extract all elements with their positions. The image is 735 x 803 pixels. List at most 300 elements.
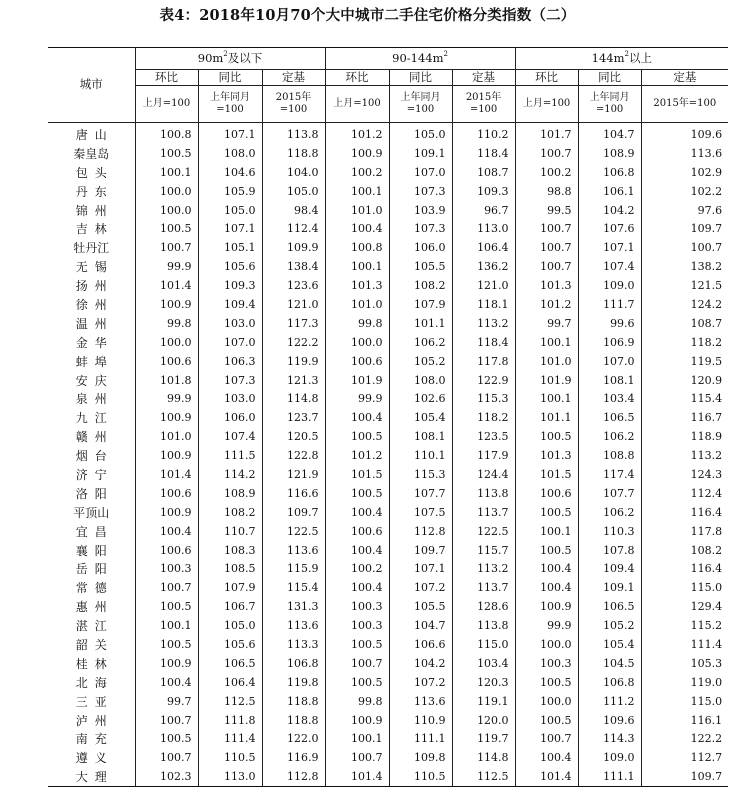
index-value: 102.9: [690, 165, 723, 179]
index-value: 100.6: [325, 522, 389, 541]
index-value: 111.7: [578, 295, 641, 314]
index-value: 100.5: [515, 503, 578, 522]
city-name: 泉州: [48, 389, 135, 408]
index-value: 109.0: [578, 748, 641, 767]
index-value: 100.3: [515, 654, 578, 673]
index-value: 122.5: [452, 522, 515, 541]
index-value: 119.0: [690, 675, 723, 689]
city-name: 岳阳: [48, 559, 135, 578]
index-value: 120.3: [452, 673, 515, 692]
index-value: 110.5: [389, 767, 452, 786]
index-value: 138.2: [690, 260, 723, 274]
index-value: 116.4: [690, 562, 723, 576]
index-value: 101.4: [325, 767, 389, 786]
index-value: 100.5: [515, 711, 578, 730]
index-value: 100.9: [135, 295, 198, 314]
index-value: 100.7: [515, 144, 578, 163]
index-value: 121.9: [262, 465, 325, 484]
index-value: 100.5: [135, 219, 198, 238]
city-name: 包头: [48, 163, 135, 182]
index-value: 109.0: [578, 276, 641, 295]
index-value: 108.8: [578, 446, 641, 465]
column-header-同比: 同比: [389, 70, 452, 86]
base-period-header: 2015年=100: [262, 86, 325, 123]
table-row: [48, 371, 728, 390]
index-value: 100.9: [325, 144, 389, 163]
index-value: 105.5: [389, 597, 452, 616]
city-name: 烟台: [48, 446, 135, 465]
base-period-header: 上年同月=100: [389, 86, 452, 123]
index-value: 102.3: [135, 767, 198, 786]
index-value: 119.8: [262, 673, 325, 692]
table-row: [48, 295, 728, 314]
index-value: 101.2: [515, 295, 578, 314]
index-value: 105.9: [198, 182, 262, 201]
city-name: 湛江: [48, 616, 135, 635]
index-value: 105.6: [198, 257, 262, 276]
index-value: 107.3: [198, 371, 262, 390]
index-value: 99.8: [135, 314, 198, 333]
index-value: 100.7: [135, 711, 198, 730]
index-value: 121.0: [262, 295, 325, 314]
index-value: 106.9: [578, 333, 641, 352]
index-value: 106.8: [578, 673, 641, 692]
index-value: 98.8: [515, 182, 578, 201]
index-value: 107.9: [198, 578, 262, 597]
index-value: 105.4: [578, 635, 641, 654]
index-value: 100.5: [325, 427, 389, 446]
index-value: 105.4: [389, 408, 452, 427]
index-value: 104.2: [578, 201, 641, 220]
index-value: 105.2: [389, 352, 452, 371]
city-name: 洛阳: [48, 484, 135, 503]
table-row: [48, 182, 728, 201]
price-index-table: [48, 47, 728, 787]
index-value: 100.4: [135, 673, 198, 692]
index-value: 100.0: [515, 692, 578, 711]
index-value: 100.7: [135, 748, 198, 767]
index-value: 99.8: [325, 692, 389, 711]
index-value: 101.9: [325, 371, 389, 390]
index-value: 100.1: [515, 522, 578, 541]
index-value: 103.0: [198, 389, 262, 408]
index-value: 118.4: [452, 144, 515, 163]
table-row: [48, 522, 728, 541]
base-period-header: 2015年=100: [452, 86, 515, 123]
index-value: 101.3: [515, 276, 578, 295]
index-value: 113.8: [262, 123, 325, 144]
group-header-medium: $90-144m^2$: [325, 48, 515, 70]
index-value: 111.2: [578, 692, 641, 711]
index-value: 118.8: [262, 692, 325, 711]
index-value: 113.2: [452, 314, 515, 333]
index-value: 99.9: [135, 389, 198, 408]
index-value: 102.6: [389, 389, 452, 408]
table-row: [48, 314, 728, 333]
index-value: 104.6: [198, 163, 262, 182]
index-value: 106.4: [452, 238, 515, 257]
index-value: 101.5: [325, 465, 389, 484]
index-value: 107.2: [389, 673, 452, 692]
index-value: 100.4: [135, 522, 198, 541]
index-value: 106.5: [198, 654, 262, 673]
index-value: 101.2: [325, 123, 389, 144]
index-value: 115.4: [262, 578, 325, 597]
index-value: 109.4: [578, 559, 641, 578]
city-name: 九江: [48, 408, 135, 427]
index-value: 117.9: [452, 446, 515, 465]
index-value: 103.4: [578, 389, 641, 408]
index-value: 100.4: [325, 541, 389, 560]
index-value: 100.5: [325, 673, 389, 692]
index-value: 100.4: [325, 578, 389, 597]
index-value: 131.3: [262, 597, 325, 616]
index-value: 109.7: [641, 767, 728, 786]
index-value: 118.2: [452, 408, 515, 427]
index-value: 107.1: [198, 123, 262, 144]
index-value: 107.7: [389, 484, 452, 503]
city-name: 蚌埠: [48, 352, 135, 371]
index-value: 99.7: [135, 692, 198, 711]
index-value: 101.1: [515, 408, 578, 427]
index-value: 123.7: [262, 408, 325, 427]
index-value: 107.2: [389, 578, 452, 597]
price-index-table-wrapper: [48, 47, 728, 787]
index-value: 96.7: [452, 201, 515, 220]
index-value: 100.1: [135, 616, 198, 635]
index-value: 118.9: [690, 430, 723, 444]
index-value: 111.8: [198, 711, 262, 730]
city-name: 无锡: [48, 257, 135, 276]
index-value: 101.2: [325, 446, 389, 465]
index-value: 101.4: [515, 767, 578, 786]
index-value: 100.7: [135, 578, 198, 597]
index-value: 100.7: [515, 730, 578, 749]
city-name: 扬州: [48, 276, 135, 295]
index-value: 100.2: [325, 163, 389, 182]
index-value: 109.3: [452, 182, 515, 201]
city-name: 襄阳: [48, 541, 135, 560]
table-row: [48, 673, 728, 692]
index-value: 115.9: [262, 559, 325, 578]
index-value: 117.8: [690, 524, 723, 538]
index-value: 100.5: [325, 484, 389, 503]
index-value: 120.5: [262, 427, 325, 446]
index-value: 101.1: [389, 314, 452, 333]
index-value: 115.4: [690, 392, 723, 406]
index-value: 118.4: [452, 333, 515, 352]
index-value: 106.8: [578, 163, 641, 182]
index-value: 113.8: [452, 484, 515, 503]
table-row: [48, 446, 728, 465]
index-value: 99.5: [515, 201, 578, 220]
index-value: 107.3: [389, 182, 452, 201]
index-value: 101.3: [325, 276, 389, 295]
index-value: 100.9: [515, 597, 578, 616]
index-value: 100.4: [325, 219, 389, 238]
index-value: 118.8: [262, 144, 325, 163]
index-value: 118.2: [690, 335, 723, 349]
index-value: 120.9: [690, 373, 723, 387]
index-value: 116.6: [262, 484, 325, 503]
index-value: 100.5: [515, 541, 578, 560]
index-value: 115.2: [690, 619, 723, 633]
index-value: 111.4: [198, 730, 262, 749]
index-value: 107.3: [389, 219, 452, 238]
table-row: [48, 730, 728, 749]
index-value: 100.1: [515, 333, 578, 352]
index-value: 100.1: [325, 182, 389, 201]
city-name: 牡丹江: [48, 238, 135, 257]
index-value: 108.0: [198, 144, 262, 163]
index-value: 122.5: [262, 522, 325, 541]
city-name: 唐山: [48, 123, 135, 144]
city-name: 桂林: [48, 654, 135, 673]
table-row: [48, 219, 728, 238]
index-value: 128.6: [452, 597, 515, 616]
base-period-header: 上年同月=100: [578, 86, 641, 123]
index-value: 110.2: [452, 123, 515, 144]
index-value: 115.0: [452, 635, 515, 654]
index-value: 111.1: [389, 730, 452, 749]
index-value: 115.0: [690, 694, 723, 708]
index-value: 100.1: [325, 730, 389, 749]
index-value: 99.6: [578, 314, 641, 333]
table-row: [48, 144, 728, 163]
index-value: 110.1: [389, 446, 452, 465]
index-value: 108.9: [578, 144, 641, 163]
index-value: 106.4: [198, 673, 262, 692]
column-header-定基: 定基: [452, 70, 515, 86]
city-name: 泸州: [48, 711, 135, 730]
index-value: 108.3: [198, 541, 262, 560]
table-row: [48, 484, 728, 503]
city-name: 北海: [48, 673, 135, 692]
index-value: 100.7: [515, 257, 578, 276]
index-value: 107.7: [578, 484, 641, 503]
base-period-header: 上月=100: [135, 86, 198, 123]
index-value: 113.0: [452, 219, 515, 238]
index-value: 115.7: [452, 541, 515, 560]
index-value: 102.2: [690, 184, 723, 198]
index-value: 109.6: [578, 711, 641, 730]
index-value: 107.0: [198, 333, 262, 352]
index-value: 109.7: [262, 503, 325, 522]
index-value: 115.0: [690, 581, 723, 595]
table-row: [48, 352, 728, 371]
index-value: 105.3: [690, 656, 723, 670]
table-row: [48, 333, 728, 352]
index-value: 117.8: [452, 352, 515, 371]
index-value: 104.5: [578, 654, 641, 673]
table-row: [48, 748, 728, 767]
index-value: 113.2: [690, 449, 723, 463]
table-body: [48, 123, 728, 787]
index-value: 100.2: [515, 163, 578, 182]
index-value: 106.3: [198, 352, 262, 371]
index-value: 101.7: [515, 123, 578, 144]
city-name: 三亚: [48, 692, 135, 711]
table-row: [48, 465, 728, 484]
table-row: [48, 238, 728, 257]
index-value: 106.7: [198, 597, 262, 616]
city-name: 平顶山: [48, 503, 135, 522]
table-row: [48, 559, 728, 578]
table-row: [48, 541, 728, 560]
index-value: 104.7: [389, 616, 452, 635]
index-value: 100.8: [325, 238, 389, 257]
index-value: 100.7: [690, 241, 723, 255]
index-value: 113.6: [690, 146, 723, 160]
city-name: 遵义: [48, 748, 135, 767]
index-value: 136.2: [452, 257, 515, 276]
index-value: 103.9: [389, 201, 452, 220]
index-value: 113.7: [452, 503, 515, 522]
index-value: 119.5: [690, 354, 723, 368]
index-value: 108.1: [389, 427, 452, 446]
index-value: 112.8: [389, 522, 452, 541]
index-value: 97.6: [697, 203, 723, 217]
column-header-环比: 环比: [325, 70, 389, 86]
index-value: 100.3: [325, 616, 389, 635]
index-value: 105.5: [389, 257, 452, 276]
base-period-header: 上月=100: [515, 86, 578, 123]
index-value: 109.9: [262, 238, 325, 257]
index-value: 100.5: [135, 597, 198, 616]
index-value: 116.7: [690, 411, 723, 425]
index-value: 99.9: [135, 257, 198, 276]
index-value: 100.0: [515, 635, 578, 654]
index-value: 114.3: [578, 730, 641, 749]
index-value: 104.7: [578, 123, 641, 144]
index-value: 104.0: [262, 163, 325, 182]
index-value: 106.0: [389, 238, 452, 257]
index-value: 100.6: [135, 541, 198, 560]
index-value: 100.5: [515, 673, 578, 692]
index-value: 118.1: [452, 295, 515, 314]
index-value: 113.6: [262, 616, 325, 635]
index-value: 121.0: [452, 276, 515, 295]
index-value: 100.8: [135, 123, 198, 144]
index-value: 115.3: [389, 465, 452, 484]
index-value: 115.3: [452, 389, 515, 408]
index-value: 110.7: [198, 522, 262, 541]
index-value: 101.0: [325, 295, 389, 314]
index-value: 113.2: [452, 559, 515, 578]
index-value: 101.0: [135, 427, 198, 446]
city-name: 秦皇岛: [48, 144, 135, 163]
index-value: 112.4: [690, 486, 723, 500]
index-value: 100.5: [135, 144, 198, 163]
index-value: 112.5: [198, 692, 262, 711]
table-row: [48, 692, 728, 711]
index-value: 104.2: [389, 654, 452, 673]
index-value: 99.9: [325, 389, 389, 408]
city-name: 安庆: [48, 371, 135, 390]
index-value: 110.3: [578, 522, 641, 541]
index-value: 114.2: [198, 465, 262, 484]
index-value: 107.8: [578, 541, 641, 560]
index-value: 101.4: [135, 276, 198, 295]
column-header-定基: 定基: [641, 70, 728, 86]
index-value: 111.1: [578, 767, 641, 786]
index-value: 113.7: [452, 578, 515, 597]
index-value: 100.1: [325, 257, 389, 276]
index-value: 124.3: [690, 467, 723, 481]
index-value: 119.1: [452, 692, 515, 711]
table-row: [48, 427, 728, 446]
index-value: 105.0: [198, 616, 262, 635]
index-value: 105.0: [198, 201, 262, 220]
table-row: [48, 276, 728, 295]
index-value: 124.4: [452, 465, 515, 484]
city-column-header: 城市: [48, 48, 135, 123]
index-value: 138.4: [262, 257, 325, 276]
index-value: 100.7: [515, 219, 578, 238]
index-value: 107.9: [389, 295, 452, 314]
index-value: 107.1: [198, 219, 262, 238]
index-value: 105.6: [198, 635, 262, 654]
index-value: 99.9: [515, 616, 578, 635]
index-value: 109.7: [690, 222, 723, 236]
index-value: 101.8: [135, 371, 198, 390]
index-value: 98.4: [262, 201, 325, 220]
city-name: 南充: [48, 730, 135, 749]
index-value: 100.5: [135, 635, 198, 654]
index-value: 122.2: [690, 732, 723, 746]
index-value: 106.8: [262, 654, 325, 673]
index-value: 124.2: [690, 297, 723, 311]
index-value: 100.6: [325, 352, 389, 371]
index-value: 106.2: [578, 503, 641, 522]
index-value: 101.3: [515, 446, 578, 465]
index-value: 122.9: [452, 371, 515, 390]
index-value: 100.3: [135, 559, 198, 578]
index-value: 101.4: [135, 465, 198, 484]
index-value: 113.3: [262, 635, 325, 654]
index-value: 100.6: [135, 352, 198, 371]
index-value: 110.9: [389, 711, 452, 730]
index-value: 100.7: [135, 238, 198, 257]
index-value: 116.9: [262, 748, 325, 767]
index-value: 122.2: [262, 333, 325, 352]
index-value: 100.4: [515, 559, 578, 578]
table-row: [48, 597, 728, 616]
index-value: 109.4: [198, 295, 262, 314]
city-name: 赣州: [48, 427, 135, 446]
index-value: 117.3: [262, 314, 325, 333]
index-value: 109.1: [578, 578, 641, 597]
base-period-header: 上年同月=100: [198, 86, 262, 123]
index-value: 112.7: [690, 751, 723, 765]
table-row: [48, 654, 728, 673]
index-value: 100.9: [135, 654, 198, 673]
index-value: 100.9: [135, 503, 198, 522]
index-value: 109.1: [389, 144, 452, 163]
index-value: 100.6: [515, 484, 578, 503]
index-value: 120.0: [452, 711, 515, 730]
index-value: 106.2: [389, 333, 452, 352]
index-value: 122.8: [262, 446, 325, 465]
index-value: 105.0: [262, 182, 325, 201]
index-value: 106.2: [578, 427, 641, 446]
table-row: [48, 257, 728, 276]
index-value: 121.3: [262, 371, 325, 390]
index-value: 101.0: [515, 352, 578, 371]
table-row: [48, 123, 728, 144]
table-row: [48, 578, 728, 597]
index-value: 103.0: [198, 314, 262, 333]
